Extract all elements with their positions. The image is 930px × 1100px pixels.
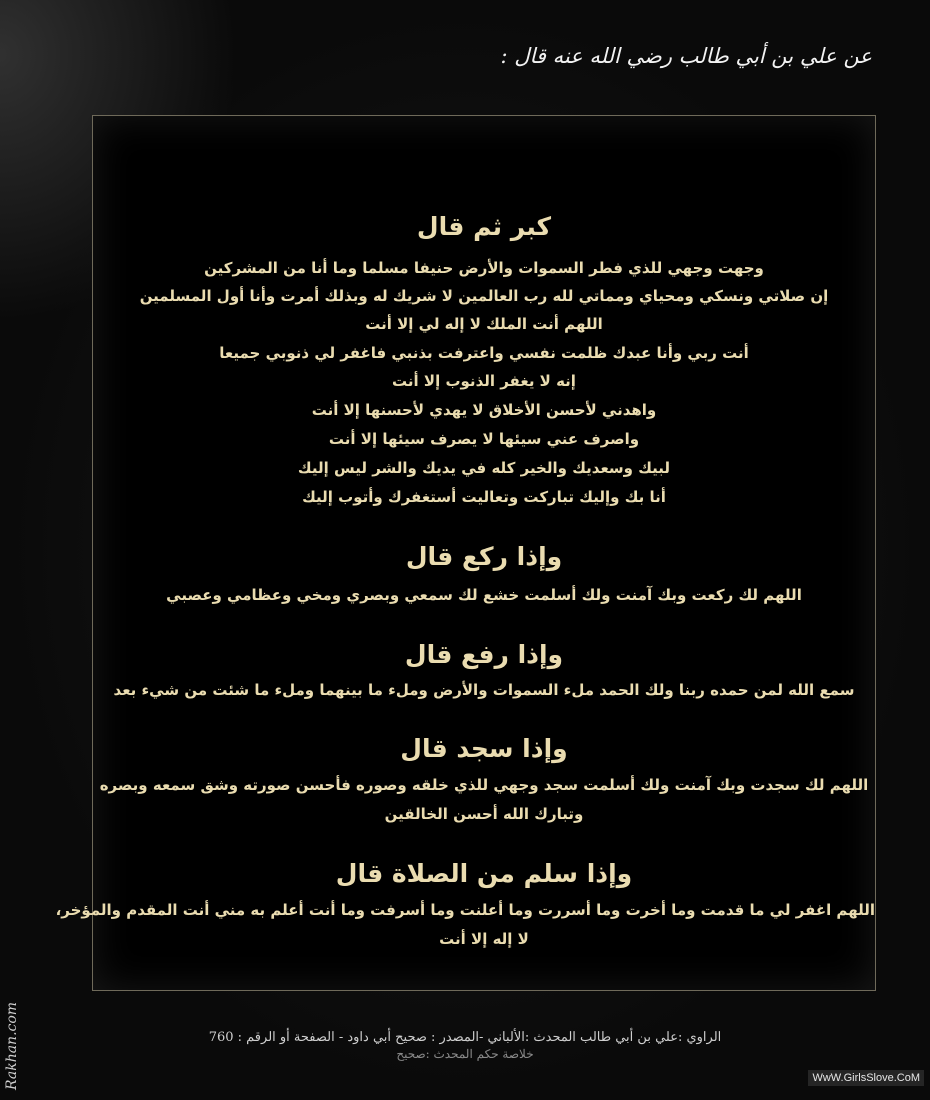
source-footer [0, 1030, 930, 1061]
section-line: أنا بك وإليك تباركت وتعاليت أستغفرك وأتوب إليك [302, 488, 666, 506]
section-line: واصرف عني سيئها لا يصرف سيئها إلا أنت [328, 430, 640, 448]
section-title: وإذا ركع قال [405, 542, 563, 571]
section-line: لبيك وسعديك والخير كله في يديك والشر ليس إليك [297, 459, 671, 477]
section-line: سمع الله لمن حمده ربنا ولك الحمد ملء السموات والأرض وملء ما بينهما وملء ما شئت من شيء بعد [113, 681, 855, 699]
section-line: واهدني لأحسن الأخلاق لا يهدي لأحسنها إلا أنت [311, 401, 657, 419]
section-line: إنه لا يغفر الذنوب إلا أنت [392, 372, 576, 390]
intro-tail: إذا قام إلى الصلاة [239, 161, 350, 179]
page-header: عن علي بن أبي طالب رضي الله عنه قال : [500, 44, 872, 68]
grade-line: خلاصة حكم المحدث :صحيح [396, 1047, 534, 1061]
section-title: وإذا رفع قال [404, 640, 564, 669]
section-title: كبر ثم قال [416, 212, 552, 241]
section-line: اللهم لك سجدت وبك آمنت ولك أسلمت سجد وجهي للذي خلقه وصوره فأحسن صورته وشق سمعه وبصره [99, 776, 869, 794]
watermark-right: WwW.GirlsSlove.CoM [808, 1070, 924, 1086]
section-line: أنت ربي وأنا عبدك ظلمت نفسي واعترفت بذنبي فاغفر لي ذنوبي جميعا [219, 344, 749, 362]
section-line: اللهم أنت الملك لا إله لي إلا أنت [365, 315, 603, 333]
section-title: وإذا سجد قال [400, 734, 568, 763]
watermark-left: Rakhan.com [4, 1001, 20, 1090]
section-line: وجهت وجهي للذي فطر السموات والأرض حنيفا مسلما وما أنا من المشركين [204, 259, 764, 277]
section-line: وتبارك الله أحسن الخالقين [384, 805, 584, 823]
intro-main: كان رسول الله صلى الله عليه وسلم [354, 152, 729, 181]
intro-line [93, 152, 875, 181]
section-title: وإذا سلم من الصلاة قال [335, 859, 633, 888]
section-line: اللهم اغفر لي ما قدمت وما أخرت وما أسررت وما أعلنت وما أسرفت وما أنت أعلم به مني أنت المقدم والمؤخر، [55, 901, 875, 919]
source-line: الراوي :علي بن أبي طالب المحدث :الألباني -المصدر : صحيح أبي داود - الصفحة أو الرقم : 760 [208, 1030, 722, 1045]
content-frame [55, 115, 876, 991]
section-line: لا إله إلا أنت [439, 930, 529, 948]
section-line: اللهم لك ركعت وبك آمنت ولك أسلمت خشع لك سمعي وبصري ومخي وعظامي وعصبي [166, 586, 802, 604]
section-line: إن صلاتي ونسكي ومحياي ومماتي لله رب العالمين لا شريك له وبذلك أمرت وأنا أول المسلمين [139, 287, 829, 305]
